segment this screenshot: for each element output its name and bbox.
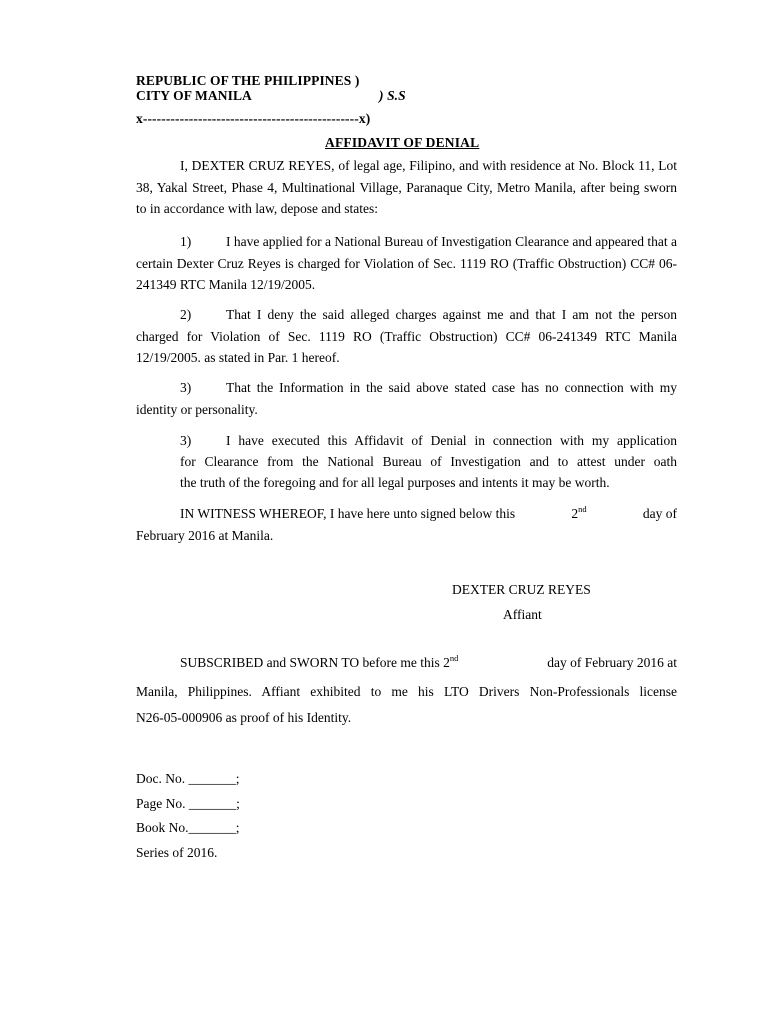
item-4-line-1: I have executed this Affidavit of Denial in connection with my application <box>226 433 677 448</box>
witness-line-1 <box>180 503 677 524</box>
jurat-part-2: day of February 2016 at <box>547 655 677 670</box>
item-4-line-3: the truth of the foregoing and for all legal purposes and intents it may be worth. <box>180 475 610 490</box>
witness-day-of: day of <box>642 506 677 521</box>
series-year: Series of 2016. <box>136 845 218 860</box>
venue-ss: ) S.S <box>379 88 406 103</box>
book-number: Book No._______; <box>136 820 240 835</box>
item-1-number: 1) <box>180 234 192 249</box>
witness-text: IN WITNESS WHEREOF, I have here unto signed below this <box>180 506 516 521</box>
item-4-line-2: for Clearance from the National Bureau of Investigation and to attest under oath <box>180 454 677 469</box>
jurat-part-1: SUBSCRIBED and SWORN TO before me this 2 <box>180 655 450 670</box>
document-title: AFFIDAVIT OF DENIAL <box>325 135 480 150</box>
item-2-text: That I deny the said alleged charges against me and that I am not the person charged for Violation of Sec. 1119 RO (Traffic Obstruction) CC# 06-241349 RTC Manila 12/19/2005. as stated in Par. 1 hereof. <box>136 307 677 365</box>
item-2 <box>136 304 677 369</box>
item-3-number: 3) <box>180 380 192 395</box>
witness-day: 2 <box>571 506 579 521</box>
item-3 <box>136 377 677 420</box>
doc-number: Doc. No. _______; <box>136 771 240 786</box>
page-number: Page No. _______; <box>136 796 240 811</box>
jurat-day-suffix: nd <box>449 653 459 663</box>
witness-line-2: February 2016 at Manila. <box>136 528 274 543</box>
caption-line: x-----------------------------------------------x) <box>136 111 371 126</box>
jurat-text <box>180 652 458 673</box>
venue-republic: REPUBLIC OF THE PHILIPPINES ) <box>136 73 360 88</box>
intro-text: I, DEXTER CRUZ REYES, of legal age, Filipino, and with residence at No. Block 11, Lot 38, Yakal Street, Phase 4, Multinational Village, Paranaque City, Metro Manila, after being sworn to in accordance with law, depose and states: <box>136 158 677 216</box>
affiant-label: Affiant <box>503 607 542 622</box>
jurat-line-1 <box>180 652 677 673</box>
venue-city: CITY OF MANILA <box>136 88 252 103</box>
affiant-name: DEXTER CRUZ REYES <box>452 582 591 597</box>
jurat-line-2: Manila, Philippines. Affiant exhibited to me his LTO Drivers Non-Professionals license <box>136 684 677 699</box>
intro-paragraph <box>136 155 677 220</box>
item-1 <box>136 231 677 296</box>
item-2-number: 2) <box>180 307 192 322</box>
witness-date <box>571 503 586 524</box>
item-3-text: That the Information in the said above stated case has no connection with my identity or personality. <box>136 380 677 417</box>
item-1-text: I have applied for a National Bureau of Investigation Clearance and appeared that a certain Dexter Cruz Reyes is charged for Violation of Sec. 1119 RO (Traffic Obstruction) CC# 06-241349 RTC Manila 12/19/2005. <box>136 234 677 292</box>
jurat-line-3: N26-05-000906 as proof of his Identity. <box>136 710 352 725</box>
item-4-number: 3) <box>180 433 192 448</box>
witness-day-suffix: nd <box>578 504 587 514</box>
